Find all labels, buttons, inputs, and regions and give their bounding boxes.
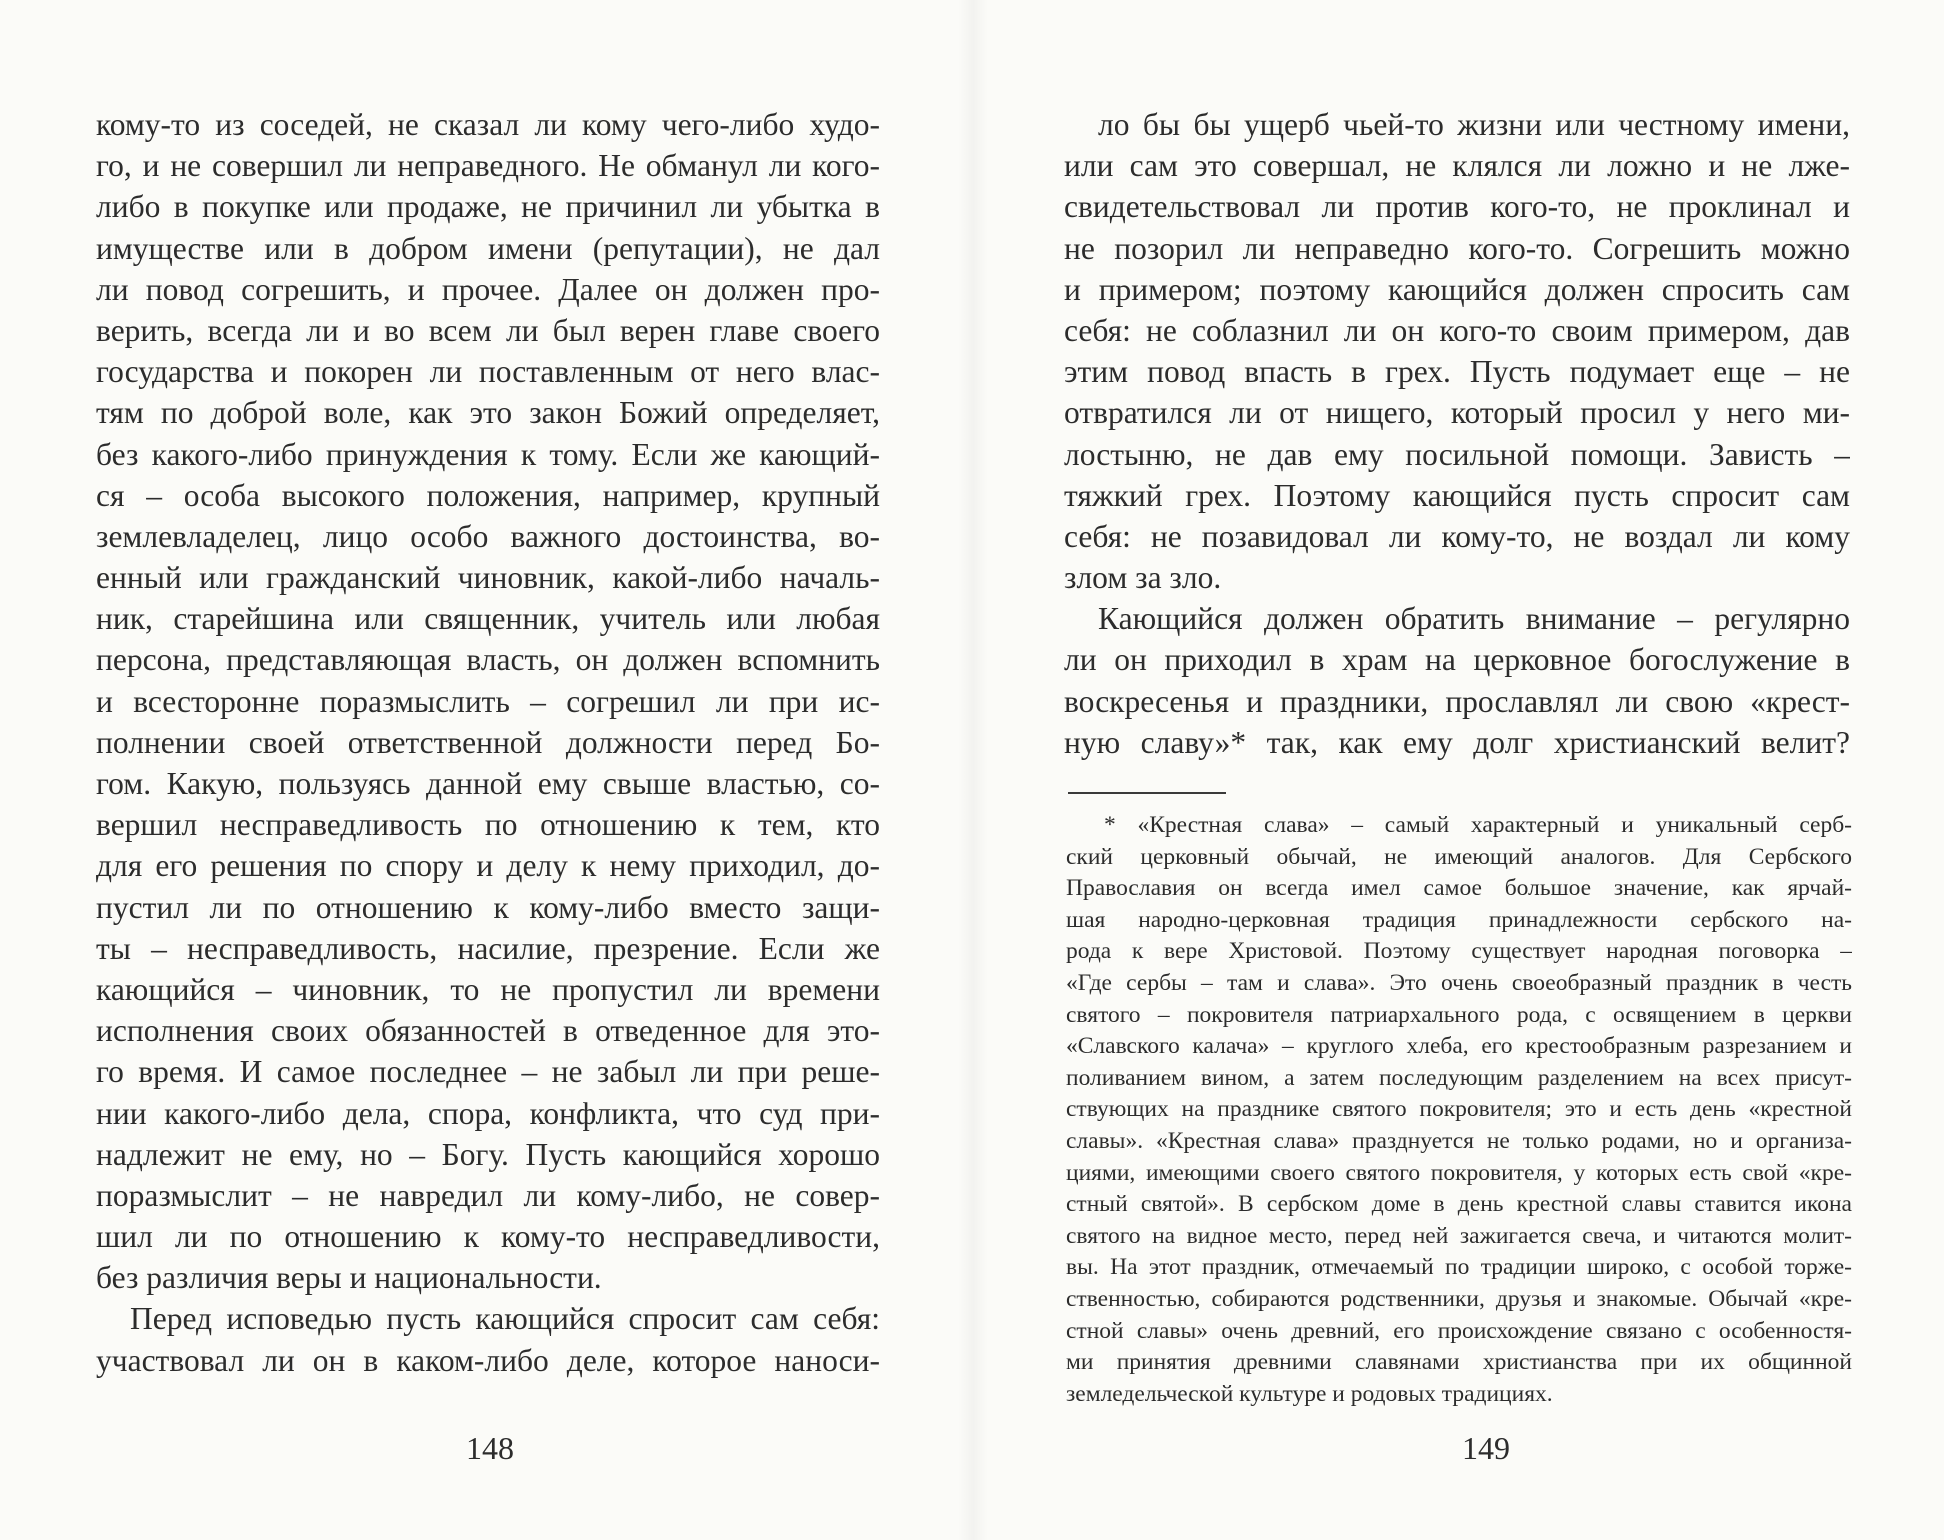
- text-line: надлежит не ему, но – Богу. Пусть кающийся хорошо: [96, 1136, 880, 1172]
- footnote-line: стной славы» очень древний, его происхождение связано с особенностя-: [1066, 1317, 1852, 1344]
- text-line: лостыню, не дав ему посильной помощи. Зависть –: [1064, 436, 1850, 472]
- footnote-line: поливанием вином, а затем последующим разделением на всех присут-: [1066, 1064, 1852, 1091]
- footnote-line: ствующих на празднике святого покровителя; это и есть день «крестной: [1066, 1096, 1852, 1123]
- text-line: либо в покупке или продаже, не причинил ли убытка в: [96, 189, 880, 225]
- text-line: тяжкий грех. Поэтому кающийся пусть спросит сам: [1064, 477, 1850, 513]
- footnote-line: ми принятия древними славянами христианства при их общинной: [1066, 1349, 1852, 1376]
- text-line: кому-то из соседей, не сказал ли кому чего-либо худо-: [96, 107, 880, 142]
- text-line: вершил несправедливость по отношению к тем, кто: [96, 807, 880, 843]
- text-line: или сам это совершал, не клялся ли ложно и не лже-: [1064, 148, 1850, 184]
- text-line: без какого-либо принуждения к тому. Если же кающий-: [96, 436, 880, 472]
- text-line: ли повод согрешить, и прочее. Далее он должен про-: [96, 271, 880, 307]
- footnote-line: святого на видное место, перед ней зажигается свеча, и читаются молит-: [1066, 1222, 1852, 1249]
- text-line: пустил ли по отношению к кому-либо вместо защи-: [96, 889, 880, 925]
- text-line: для его решения по спору и делу к нему приходил, до-: [96, 848, 880, 884]
- text-line: не позорил ли неправедно кого-то. Согрешить можно: [1064, 230, 1850, 266]
- footnote-line: славы». «Крестная слава» празднуется не только родами, но и организа-: [1066, 1127, 1852, 1154]
- text-line: го время. И самое последнее – не забыл ли при реше-: [96, 1054, 880, 1090]
- footnote-line: ский церковный обычай, не имеющий аналогов. Для Сербского: [1066, 843, 1852, 870]
- footnote-line: ственностью, собираются родственники, друзья и знакомые. Обычай «кре-: [1066, 1285, 1852, 1312]
- footnote-line: земледельческой культуре и родовых традициях.: [1066, 1380, 1553, 1407]
- text-line: ты – несправедливость, насилие, презрение. Если же: [96, 930, 880, 966]
- text-line: верить, всегда ли и во всем ли был верен главе своего: [96, 312, 880, 348]
- right-page: [972, 0, 1944, 1540]
- left-page-text: [96, 104, 880, 1381]
- text-line: ник, старейшина или священник, учитель или любая: [96, 601, 880, 637]
- text-line: Кающийся должен обратить внимание – регулярно: [1098, 601, 1850, 637]
- footnote-line: циями, имеющими своего святого покровителя, у которых есть свой «кре-: [1066, 1159, 1852, 1186]
- text-line: нии какого-либо дела, спора, конфликта, что суд при-: [96, 1095, 880, 1131]
- text-line: имуществе или в добром имени (репутации), не дал: [96, 230, 880, 266]
- text-line: Перед исповедью пусть кающийся спросит сам себя:: [130, 1301, 880, 1337]
- page-number: 148: [466, 1430, 514, 1466]
- text-line: воскресенья и праздники, прославлял ли свою «крест-: [1064, 683, 1850, 719]
- text-line: исполнения своих обязанностей в отведенное для это-: [96, 1013, 880, 1049]
- text-line: ную славу»* так, как ему долг христианский велит?: [1064, 724, 1850, 760]
- text-line: участвовал ли он в каком-либо деле, которое наноси-: [96, 1342, 880, 1378]
- text-line: без различия веры и национальности.: [96, 1260, 602, 1296]
- text-line: полнении своей ответственной должности перед Бо-: [96, 724, 880, 760]
- footnote-line: рода к вере Христовой. Поэтому существует народная поговорка –: [1066, 938, 1852, 965]
- footnote-line: святого – покровителя патриархального рода, с освящением в церкви: [1066, 1001, 1852, 1028]
- footnote-line: «Славского калача» – круглого хлеба, его крестообразным разрезанием и: [1066, 1033, 1852, 1060]
- text-line: землевладелец, лицо особо важного достоинства, во-: [96, 518, 880, 554]
- footnote-line: стный святой». В сербском доме в день крестной славы ставится икона: [1066, 1191, 1852, 1218]
- text-line: свидетельствовал ли против кого-то, не проклинал и: [1064, 189, 1850, 225]
- footnote-line: «Где сербы – там и слава». Это очень своеобразный праздник в честь: [1066, 969, 1852, 996]
- text-line: отвратился ли от нищего, который просил у него ми-: [1064, 395, 1850, 431]
- text-line: тям по доброй воле, как это закон Божий определяет,: [96, 395, 880, 431]
- text-line: поразмыслит – не навредил ли кому-либо, не совер-: [96, 1177, 880, 1213]
- text-line: гом. Какую, пользуясь данной ему свыше властью, со-: [96, 766, 880, 801]
- text-line: государства и покорен ли поставленным от него влас-: [96, 354, 880, 390]
- text-line: ли он приходил в храм на церковное богослужение в: [1064, 642, 1850, 678]
- text-line: персона, представляющая власть, он должен вспомнить: [96, 642, 880, 678]
- text-line: енный или гражданский чиновник, какой-либо началь-: [96, 560, 880, 596]
- footnote-line: Православия он всегда имел самое большое значение, как ярчай-: [1066, 875, 1852, 902]
- footnote: [1066, 810, 1852, 1410]
- footnote-divider: [1068, 792, 1226, 794]
- text-line: ся – особа высокого положения, например, крупный: [96, 477, 880, 513]
- page-number: 149: [1462, 1430, 1510, 1466]
- text-line: ло бы бы ущерб чьей-то жизни или честному имени,: [1098, 107, 1850, 142]
- text-line: злом за зло.: [1064, 560, 1222, 596]
- text-line: кающийся – чиновник, то не пропустил ли времени: [96, 971, 880, 1007]
- footnote-line: * «Крестная слава» – самый характерный и уникальный серб-: [1104, 812, 1852, 838]
- text-line: себя: не соблазнил ли он кого-то своим примером, дав: [1064, 312, 1850, 348]
- text-line: себя: не позавидовал ли кому-то, не воздал ли кому: [1064, 518, 1850, 554]
- text-line: и примером; поэтому кающийся должен спросить сам: [1064, 271, 1850, 307]
- text-line: го, и не совершил ли неправедного. Не обманул ли кого-: [96, 148, 880, 184]
- right-page-text: [1064, 104, 1850, 763]
- footnote-line: вы. На этот праздник, отмечаемый по традиции широко, с особой торже-: [1066, 1254, 1852, 1281]
- text-line: шил ли по отношению к кому-то несправедливости,: [96, 1219, 880, 1255]
- text-line: этим повод впасть в грех. Пусть подумает еще – не: [1064, 354, 1850, 390]
- text-line: и всесторонне поразмыслить – согрешил ли при ис-: [96, 683, 880, 719]
- footnote-line: шая народно-церковная традиция принадлежности сербского на-: [1066, 906, 1852, 933]
